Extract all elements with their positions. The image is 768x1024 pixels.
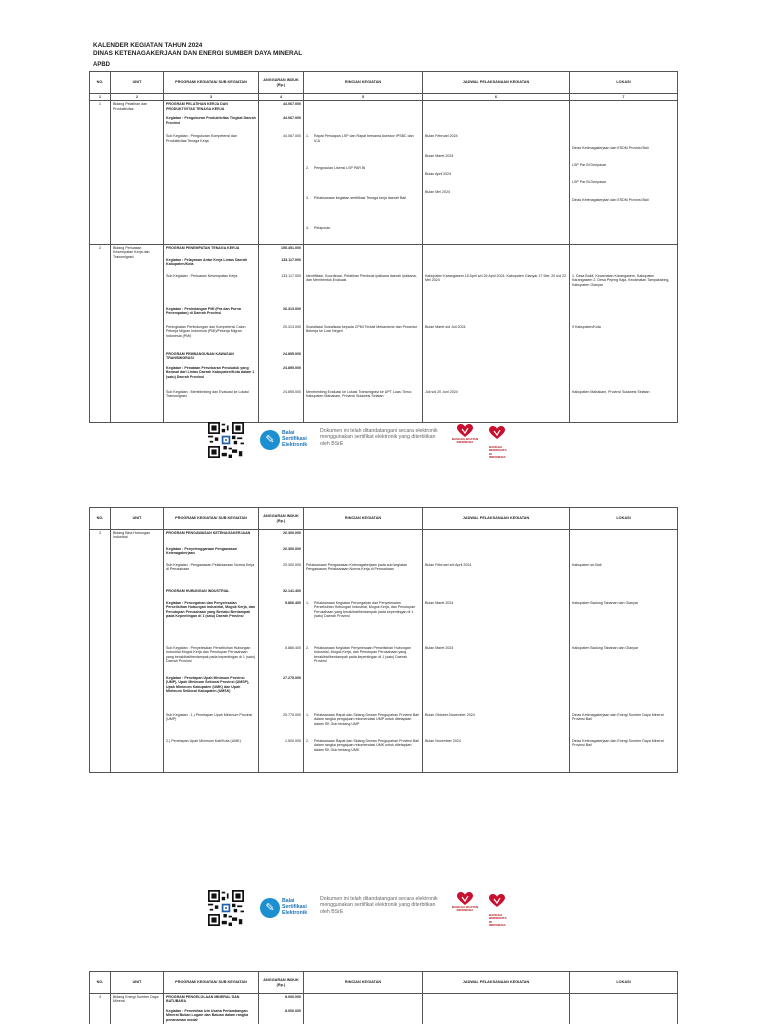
header-rincian: RINCIAN KEGIATAN <box>304 972 423 994</box>
anggaran-value: 20.313.000 <box>283 324 301 329</box>
unit-cell: Bidang Energi Sumber Daya Mineral <box>111 994 164 1024</box>
anggaran-value: 20.300.000 <box>283 547 301 551</box>
anggaran-value: 44.067.000 <box>283 102 301 107</box>
sub-kegiatan-title: Sub Kegiatan : Pengukuran Kompetensi dan Produktivitas Tenaga Kerja <box>166 134 237 143</box>
anggaran-value: 155.451.000 <box>281 245 301 250</box>
item-number: 2. <box>306 739 309 743</box>
kegiatan-title: Kegiatan : Pencegahan dan Penyelesaian Perselisihan Hubungan Industrial, Mogok Kerja, dan Penutupan Perusahaan yang Berlaku Berdampak pada Kepentingan di 1 (satu) Daerah Provinsi <box>166 601 256 619</box>
jadwal-value: Bulan Maret 2024 <box>425 646 454 650</box>
document-header <box>93 42 302 58</box>
jadwal-value: Bulan November 2024 <box>425 739 461 743</box>
rincian-cell <box>304 994 423 1024</box>
lokasi-value: Dinas Ketenagakerjaan dan Energi Sumber Daya Mineral Provinsi Bali <box>572 713 664 722</box>
lokasi-value: Dinas Ketenagakerjaan dan ESDM Provinsi Bali <box>572 146 649 151</box>
kegiatan-title: Kegiatan : Penataan Persebaran Penduduk yang Berasal dari Lintas Daerah Kabupaten/Kota dalam 1 (satu) Daerah Provinsi <box>166 365 255 379</box>
lokasi-value: LSP Par Bi Denpasar <box>572 163 607 168</box>
anggaran-cell <box>259 530 304 773</box>
item-text: Pengusulan Lisensi LSP PAR Bi <box>314 166 366 171</box>
column-number-row <box>90 94 678 101</box>
table-row <box>90 530 678 773</box>
header-lokasi: LOKASI <box>570 972 678 994</box>
anggaran-value: 133.117.000 <box>281 273 301 278</box>
rincian-cell <box>304 530 423 773</box>
list-item <box>306 601 420 646</box>
item-number: 1. <box>306 601 309 605</box>
anggaran-value: 24.895.000 <box>283 365 301 370</box>
table-header-row <box>90 72 678 94</box>
anggaran-value: 8.000.000 <box>285 1009 301 1013</box>
program-title: PROGRAM PEMBANGUNAN KAWASAN TRANSMIGRASI <box>166 351 234 361</box>
anggaran-value: 44.067.000 <box>283 116 301 121</box>
jadwal-value: Kabupaten Karangasem 15 April s/d 26 April 2024, Kabupaten Gianyar 17 Mei, 20 s/d 22 Mei 2024 <box>425 273 567 283</box>
program-title: PROGRAM PELATIHAN KERJA DAN PRODUKTIVITAS TENAGA KERJA <box>166 102 228 111</box>
anggaran-value: 8.000.000 <box>285 995 301 999</box>
bsre-logo-text: Balai Sertifikasi Elektronik <box>282 430 308 448</box>
logo-caption: BANGGA BERWISATA DI INDONESIA <box>489 913 507 928</box>
lokasi-value: Kabupaten se-Bali <box>572 563 602 567</box>
item-text: Pelaksanaan Kegiatan Pencegahan dan Penyelesaian Perselisihan Hubungan Industrial, Mogok Kerja, dan Penutupan Perusahaan yang berakibat/berdampak pada kepentingan di 1 (satu) Daerah Provinsi <box>314 601 416 619</box>
header-no: NO. <box>90 72 111 94</box>
kegiatan-title: Kegiatan : Penindangan PMI (Pra dan Purna Penempatan) di Daerah Provinsi <box>166 306 241 316</box>
bangga-buatan-indonesia-logo <box>448 424 482 456</box>
lokasi-cell <box>570 244 678 422</box>
anggaran-value: 24.895.000 <box>283 351 301 356</box>
header-unit: UNIT <box>111 972 164 994</box>
header-no: NO. <box>90 972 111 994</box>
qr-code-icon <box>208 890 244 926</box>
table-header-row <box>90 508 678 530</box>
schedule-table-page-3 <box>89 971 678 1024</box>
logo-caption: BANGGA BUATAN INDONESIA <box>451 905 479 913</box>
jadwal-cell <box>423 994 570 1024</box>
lokasi-value: Kabupaten Mahakam, Provinsi Sulawesi Selatan <box>572 389 650 394</box>
anggaran-value: 20.300.000 <box>283 563 301 567</box>
unit-cell: Bidang Perluasan Kesempatan Kerja dan Transmigrasi <box>111 244 164 422</box>
list-item <box>306 646 420 713</box>
rincian-cell <box>304 244 423 422</box>
col-number: 3 <box>164 94 259 101</box>
jadwal-value: Bulan April 2024 <box>425 172 452 177</box>
e-signature-notice: Dokumen ini telah ditandatangani secara elektronik menggunakan sertifikat elektronik yang diterbitkan oleh BSrE <box>320 428 438 447</box>
bsre-logo-icon: ✎ <box>260 430 280 450</box>
rincian-cell <box>304 101 423 244</box>
item-number: 1. <box>306 134 309 139</box>
sub-kegiatan-title: Sub Kegiatan : Perluasan Kesempatan Kerja <box>166 273 238 278</box>
heart-icon <box>457 424 473 438</box>
col-number: 7 <box>570 94 678 101</box>
program-cell <box>164 244 259 422</box>
row-number: 4 <box>90 994 111 1024</box>
rincian-text: Membimbing Evaluasi ke Lokasi Transmigrasi ke UPT Luwu Timur, Kabupaten Mahakam, Provinsi Sulawesi Selatan <box>306 389 413 399</box>
logo-caption: BANGGA BUATAN INDONESIA <box>451 437 479 445</box>
header-program: PROGRAM/ KEGIATAN/ SUB KEGIATAN <box>164 72 259 94</box>
header-program: PROGRAM/ KEGIATAN/ SUB KEGIATAN <box>164 508 259 530</box>
bsre-logo-text: Balai Sertifikasi Elektronik <box>282 898 308 916</box>
header-no: NO. <box>90 508 111 530</box>
kegiatan-title: Kegiatan : Penerbitan Izin Usaha Pertambangan Mineral Bukan Logam dan Batuan dalam rangka penanaman modal <box>166 1009 249 1022</box>
program-cell <box>164 101 259 244</box>
jadwal-cell <box>423 101 570 244</box>
jadwal-value: Bulan Mei 2024 <box>425 190 450 195</box>
jadwal-value: Bulan Maret 2024 <box>425 601 454 605</box>
unit-cell: Bidang Bina Hubungan Industrial <box>111 530 164 773</box>
heart-icon <box>457 892 473 906</box>
heart-icon <box>489 426 505 440</box>
lokasi-value: Kabupaten Badung Tabanan dan Gianyar <box>572 601 639 605</box>
jadwal-value: Bulan Oktober-November 2024 <box>425 713 475 717</box>
anggaran-value: 27.275.000 <box>283 676 301 680</box>
header-anggaran: ANGGARAN INDUK (Rp.) <box>259 72 304 94</box>
jadwal-value: Bulan Maret 2024 <box>425 154 454 159</box>
item-number: 2. <box>306 646 309 650</box>
e-signature-notice: Dokumen ini telah ditandatangani secara elektronik menggunakan sertifikat elektronik yang diterbitkan oleh BSrE <box>320 896 438 915</box>
anggaran-value: 5.866.400 <box>285 646 301 650</box>
sub-kegiatan-title: Sub Kegiatan : Membimbing dan Evaluasi ke Lokasi Transmigrasi <box>166 389 249 399</box>
schedule-table-page-2 <box>89 507 678 773</box>
col-number: 2 <box>111 94 164 101</box>
bsre-logo <box>260 428 318 452</box>
row-number: 3 <box>90 530 111 773</box>
header-program: PROGRAM/ KEGIATAN/ SUB KEGIATAN <box>164 972 259 994</box>
program-title: PROGRAM HUBUNGAN INDUSTRIAL <box>166 589 230 593</box>
header-anggaran: ANGGARAN INDUK (Rp.) <box>259 508 304 530</box>
anggaran-value: 20.300.000 <box>283 531 301 535</box>
list-item <box>306 196 420 214</box>
jadwal-value: Juli s/d 20 Juni 2024 <box>425 389 458 394</box>
list-item <box>306 739 420 752</box>
header-unit: UNIT <box>111 72 164 94</box>
header-rincian: RINCIAN KEGIATAN <box>304 72 423 94</box>
document-subtitle: DINAS KETENAGAKERJAAN DAN ENERGI SUMBER DAYA MINERAL <box>93 50 303 57</box>
rincian-text: Pelaksanaan Pengawasan Ketenagakerjaan pada sub kegiatan Pengawasan Pelaksanaan Norma Kerja di Perusahaan <box>306 563 408 572</box>
jadwal-value: Bulan Februari s/d April 2024 <box>425 563 472 567</box>
anggaran-value: 5.866.400 <box>285 601 301 605</box>
bsre-logo <box>260 896 318 920</box>
jadwal-cell <box>423 244 570 422</box>
lokasi-value: 9 Kabupaten/Kota <box>572 324 601 329</box>
program-title: PROGRAM PENEMPATAN TENAGA KERJA <box>166 245 240 250</box>
logo-caption: BANGGA BERWISATA DI INDONESIA <box>489 445 507 460</box>
table-row <box>90 994 678 1024</box>
item-text: Rapat Persiapan LSP dan Rapat bersama Asessor IPSBC dan ICA <box>314 134 414 143</box>
row-number: 1 <box>90 101 111 244</box>
sub-kegiatan-title: Sub Kegiatan : Penyelesaian Perselisihan Hubungan Industrial Mogok Kerja dan Penutupan Perusahaan yang berakibat/berdampak pada kepentingan di 1 (satu) Daerah Provinsi <box>166 646 256 664</box>
document-title: KALENDER KEGIATAN TAHUN 2024 <box>93 42 203 49</box>
item-number: 2. <box>306 166 309 171</box>
item-text: Pelaporan <box>314 226 331 231</box>
kegiatan-title: Kegiatan : Penetapan Upah Minimum Provinsi (UMP), Upah Minimum Sektoral Provinsi (UMSP), Upah Minimum Kabupaten (UMK) dan Upah Minimum Sektoral Kabupaten (UMSK) <box>166 676 250 694</box>
item-text: Pelaksanaan Rapat dan Sidang Dewan Pengupahan Provinsi Bali dalam rangka pengajuan rekomendasi UMP untuk ditetapkan dalam SK Gub tentang UMP <box>314 713 419 726</box>
anggaran-value: 26.313.000 <box>283 306 301 311</box>
anggaran-cell <box>259 101 304 244</box>
program-cell <box>164 994 259 1024</box>
jadwal-value: Bulan Maret s/d Juli 2024 <box>425 324 466 329</box>
program-title: PROGRAM PENGAWASAN KETENAGAKERJAAN <box>166 531 251 535</box>
header-jadwal: JADWAL PELAKSANAAN KEGIATAN <box>423 972 570 994</box>
header-lokasi: LOKASI <box>570 508 678 530</box>
item-number: 4. <box>306 226 309 231</box>
col-number: 5 <box>304 94 423 101</box>
lokasi-value: Kabupaten Badung Tabanan dan Gianyar <box>572 646 639 650</box>
lokasi-cell <box>570 994 678 1024</box>
jadwal-value: Bulan Februari 2024 <box>425 134 458 139</box>
item-text: Pelaksanaan Rapat dan Sidang Dewan Pengupahan Provinsi Bali dalam rangka pengajuan rekomendasi UMK untuk ditetapkan dalam SK Gub tentang UMK <box>314 739 419 752</box>
sub-kegiatan-title: 2.) Penetapan Upah Minimum Kab/Kota (UMK) <box>166 739 241 743</box>
header-rincian: RINCIAN KEGIATAN <box>304 508 423 530</box>
list-item <box>306 166 420 184</box>
apbd-label: APBD <box>93 62 111 68</box>
heart-icon <box>489 894 505 908</box>
col-number: 4 <box>259 94 304 101</box>
lokasi-value: Dinas Ketenagakerjaan dan Energi Sumber Daya Mineral Provinsi Bali <box>572 739 664 748</box>
sub-kegiatan-title: Sub Kegiatan : Pengawasan Pelaksanaan Norma Kerja di Perusahaan <box>166 563 255 572</box>
signature-footer <box>208 422 538 458</box>
anggaran-value: 44.067.000 <box>283 134 301 139</box>
anggaran-cell <box>259 244 304 422</box>
item-number: 3. <box>306 196 309 201</box>
rincian-text: Identifikasi, Koordinasi, Pelatihan Pembuat Ipalkana daerah Ipalkana, dan Membentuk Evaluasi <box>306 273 417 283</box>
bsre-logo-icon: ✎ <box>260 898 280 918</box>
jadwal-cell <box>423 530 570 773</box>
table-header-row <box>90 972 678 994</box>
table-row <box>90 244 678 422</box>
kegiatan-title: Kegiatan : Pelayanan Antar Kerja Lintas Daerah Kabupaten/Kota <box>166 257 248 267</box>
anggaran-value: 32.141.400 <box>283 589 301 593</box>
sub-kegiatan-title: Peningkatan Perlindungan dan Kompetensi Calon Pekerja Migran Indonesia (PMI)/Pekerja Migran Indonesia (PMI) <box>166 324 246 338</box>
bangga-buatan-indonesia-logo <box>448 892 482 924</box>
item-text: Pelaksanaan kegiatan sertifikasi Tenaga kerja daerah Bali <box>314 196 407 201</box>
anggaran-cell <box>259 994 304 1024</box>
program-cell <box>164 530 259 773</box>
anggaran-value: 1.500.000 <box>285 739 301 743</box>
anggaran-value: 25.775.000 <box>283 713 301 717</box>
kegiatan-title: Kegiatan : Pengukuran Produktivitas Tingkat Daerah Provinsi <box>166 116 256 125</box>
program-title: PROGRAM PENGELOLAAN MINERAL DAN BATUBARA <box>166 995 240 1004</box>
rincian-text: Sosialisasi Sosialisasi kepada CPMI Terkait Mekanisme dan Prosedur Bekerja ke Luar Negeri <box>306 324 418 334</box>
anggaran-value: 24.895.000 <box>283 389 301 394</box>
anggaran-value: 133.117.000 <box>281 257 301 262</box>
row-number: 2 <box>90 244 111 422</box>
header-jadwal: JADWAL PELAKSANAAN KEGIATAN <box>423 508 570 530</box>
list-item <box>306 713 420 739</box>
signature-footer <box>208 890 538 926</box>
bangga-berwisata-logo <box>489 894 525 928</box>
col-number: 1 <box>90 94 111 101</box>
lokasi-value: Dinas Ketenagakerjaan dan ESDM Provinsi Bali <box>572 198 649 203</box>
schedule-table-page-1 <box>89 71 678 423</box>
sub-kegiatan-title: Sub Kegiatan : 1.) Penetapan Upah Minimum Provinsi (UMP) <box>166 713 253 722</box>
kegiatan-title: Kegiatan : Penyelenggaraan Pengawasan Ketenagakerjaan <box>166 547 237 556</box>
header-unit: UNIT <box>111 508 164 530</box>
header-jadwal: JADWAL PELAKSANAAN KEGIATAN <box>423 72 570 94</box>
item-number: 1. <box>306 713 309 717</box>
bangga-berwisata-logo <box>489 426 525 460</box>
col-number: 6 <box>423 94 570 101</box>
header-lokasi: LOKASI <box>570 72 678 94</box>
qr-code-icon <box>208 422 244 458</box>
list-item <box>306 134 420 154</box>
table-row <box>90 101 678 244</box>
lokasi-value: LSP Par Bi Denpasar <box>572 180 607 185</box>
lokasi-cell <box>570 530 678 773</box>
item-text: Pelaksanaan Kegiatan Penyelesaian Perselisihan Hubungan Industrial, Mogok Kerja, dan Penutupan Perusahaan yang berakibat/berdampak pada kepentingan di 1 (satu) Daerah Provinsi <box>314 646 411 664</box>
header-anggaran: ANGGARAN INDUK (Rp.) <box>259 972 304 994</box>
unit-cell: Bidang Pelatihan dan Produktivitas <box>111 101 164 244</box>
lokasi-value: 1. Desa Bukit, Kecamatan Karangasem, Kabupaten Karangasem 2. Desa Pejeng Kaja, Kecamatan Tampaksiring, Kabupaten Gianyar <box>572 273 670 287</box>
list-item <box>306 226 420 230</box>
lokasi-cell <box>570 101 678 244</box>
